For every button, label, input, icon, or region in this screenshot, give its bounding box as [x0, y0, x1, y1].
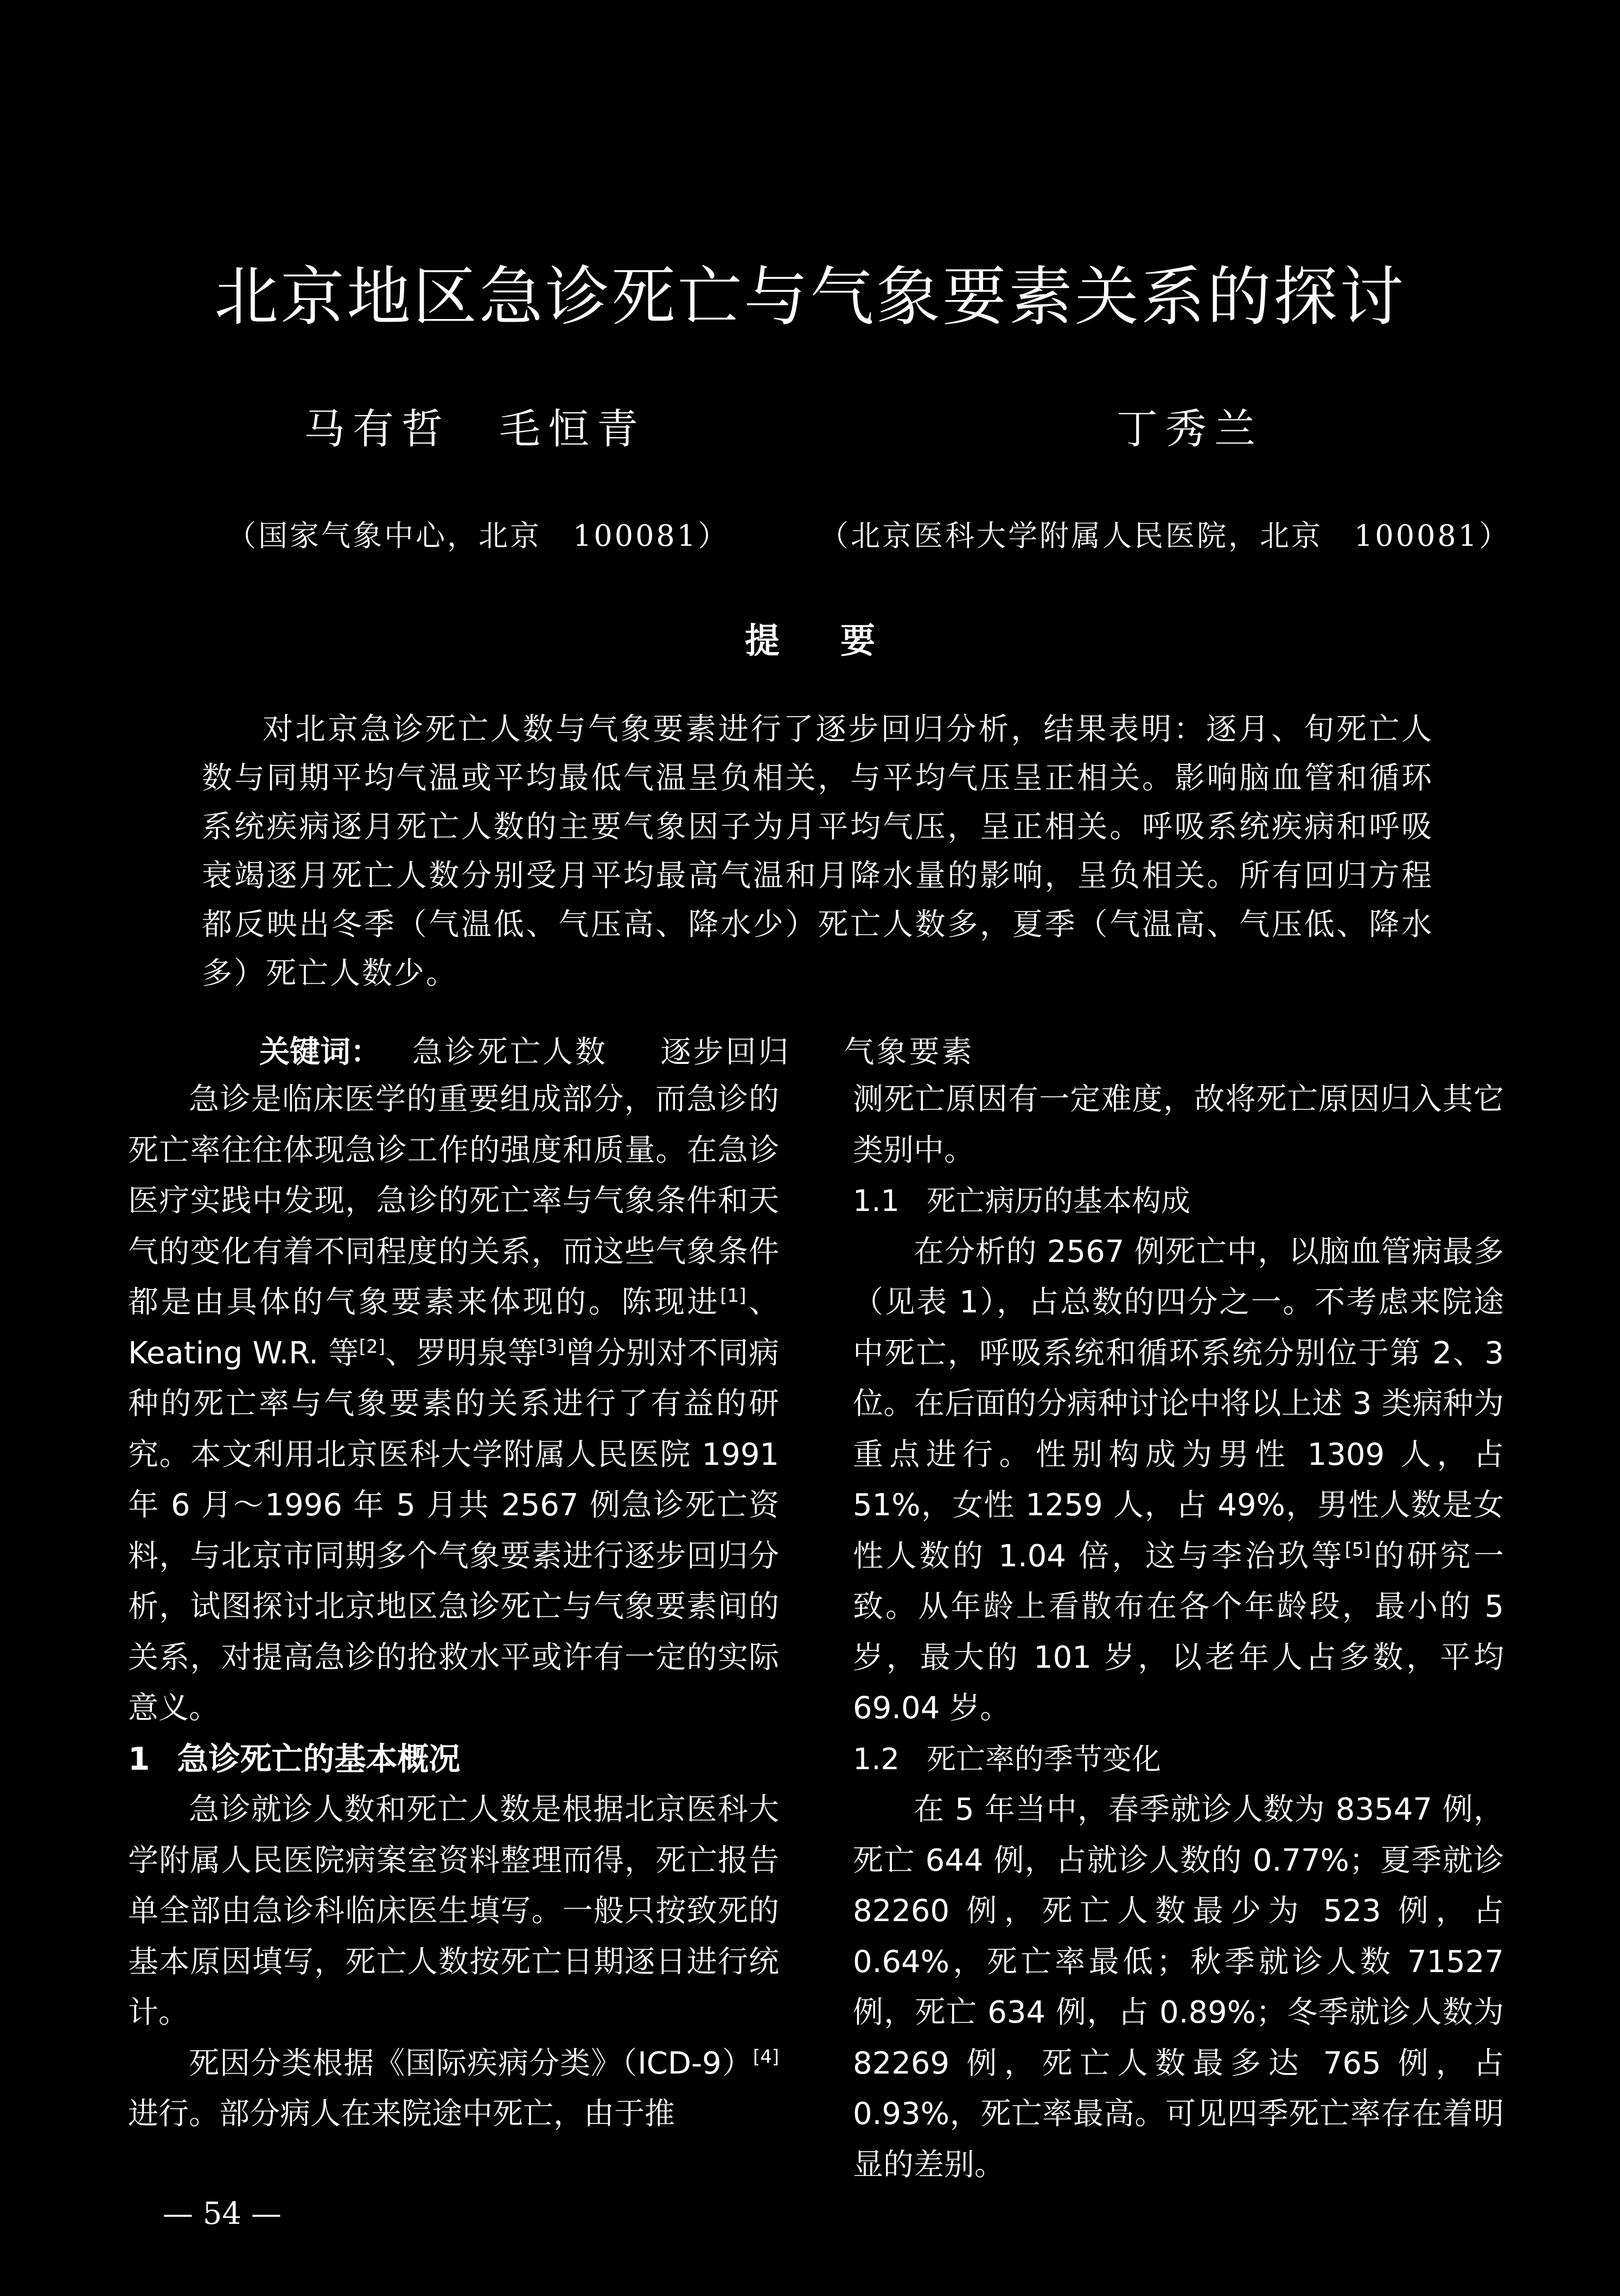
- keywords-label: 关键词：: [259, 1035, 381, 1070]
- page-number: — 54 —: [163, 2196, 282, 2231]
- intro-paragraph: 急诊是临床医学的重要组成部分，而急诊的死亡率往往体现急诊工作的强度和质量。在急诊医疗实践中发现，急诊的死亡率与气象条件和天气的变化有着不同程度的关系，而这些气象条件都是由具体的气象要素来体现的。陈现进[1]、Keating W.R. 等[2]、罗明泉等[3]曾分别对不同病种的死亡率与气象要素的关系进行了有益的研究。本文利用北京医科大学附属人民医院 1991 年 6 月～1996 年 5 月共 2567 例急诊死亡资料，与北京市同期多个气象要素进行逐步回归分析，试图探讨北京地区急诊死亡与气象要素间的关系，对提高急诊的抢救水平或许有一定的实际意义。: [128, 1082, 780, 1726]
- section-1-1-heading: 1.1 死亡病历的基本构成: [853, 1184, 1190, 1218]
- abstract-heading: 提 要: [744, 621, 876, 661]
- section-1-paragraph: 急诊就诊人数和死亡人数是根据北京医科大学附属人民医院病案室资料整理而得，死亡报告单全部由急诊科临床医生填写。一般只按致死的基本原因填写，死亡人数按死亡日期逐日进行统计。: [128, 1792, 779, 2030]
- citation-ref[interactable]: [4]: [752, 2045, 779, 2068]
- section-1-paragraph-2: 死因分类根据《国际疾病分类》（ICD-9）[4]进行。部分病人在来院途中死亡，由于推: [128, 2045, 779, 2132]
- authors-group-2: 丁秀兰: [1117, 405, 1263, 453]
- right-column: [853, 1074, 1504, 2190]
- keyword-item: 逐步回归: [660, 1035, 791, 1070]
- affiliation-group-1: （国家气象中心，北京 100081）: [227, 519, 730, 553]
- authors-group-1: 马有哲 毛恒青: [304, 405, 646, 453]
- citation-ref[interactable]: [1]: [720, 1285, 747, 1307]
- affiliation-group-2: （北京医科大学附属人民医院，北京 100081）: [819, 519, 1511, 553]
- section-1-2-heading: 1.2 死亡率的季节变化: [853, 1742, 1161, 1776]
- section-1-heading: 1 急诊死亡的基本概况: [128, 1740, 461, 1777]
- citation-ref[interactable]: [5]: [1344, 1538, 1371, 1560]
- section-1-1-paragraph: 在分析的 2567 例死亡中，以脑血管病最多（见表 1），占总数的四分之一。不考虑来院途中死亡，呼吸系统和循环系统分别位于第 2、3 位。在后面的分病种讨论中将以上述 3 类病种为重点进行。性别构成为男性 1309 人，占 51%，女性 1259 人，占 49%，男性人数是女性人数的 1.04 倍，这与李治玖等[5]的研究一致。从年龄上看散布在各个年龄段，最小的 5 岁，最大的 101 岁，以老年人占多数，平均 69.04 岁。: [853, 1234, 1504, 1726]
- continued-paragraph: 测死亡原因有一定难度，故将死亡原因归入其它类别中。: [853, 1082, 1504, 1168]
- keywords-line: [259, 1028, 1017, 1072]
- keyword-item: 急诊死亡人数: [412, 1035, 608, 1070]
- abstract-body: [202, 705, 1433, 998]
- citation-ref[interactable]: [2]: [359, 1335, 385, 1357]
- section-1-2-paragraph: 在 5 年当中，春季就诊人数为 83547 例，死亡 644 例，占就诊人数的 0.77%；夏季就诊 82260 例，死亡人数最少为 523 例，占 0.64%，死亡率最低；秋季就诊人数 71527 例，死亡 634 例，占 0.89%；冬季就诊人数为 82269 例，死亡人数最多达 765 例，占 0.93%，死亡率最高。可见四季死亡率存在着明显的差别。: [853, 1792, 1504, 2183]
- keyword-item: 气象要素: [844, 1035, 974, 1070]
- abstract-text: 对北京急诊死亡人数与气象要素进行了逐步回归分析，结果表明：逐月、旬死亡人数与同期平均气温或平均最低气温呈负相关，与平均气压呈正相关。影响脑血管和循环系统疾病逐月死亡人数的主要气象因子为月平均气压，呈正相关。呼吸系统疾病和呼吸衰竭逐月死亡人数分别受月平均最高气温和月降水量的影响，呈负相关。所有回归方程都反映出冬季（气温低、气压高、降水少）死亡人数多，夏季（气温高、气压低、降水多）死亡人数少。: [202, 712, 1433, 991]
- citation-ref[interactable]: [3]: [538, 1335, 565, 1357]
- paper-title: 北京地区急诊死亡与气象要素关系的探讨: [214, 259, 1406, 334]
- left-column: [128, 1074, 779, 2140]
